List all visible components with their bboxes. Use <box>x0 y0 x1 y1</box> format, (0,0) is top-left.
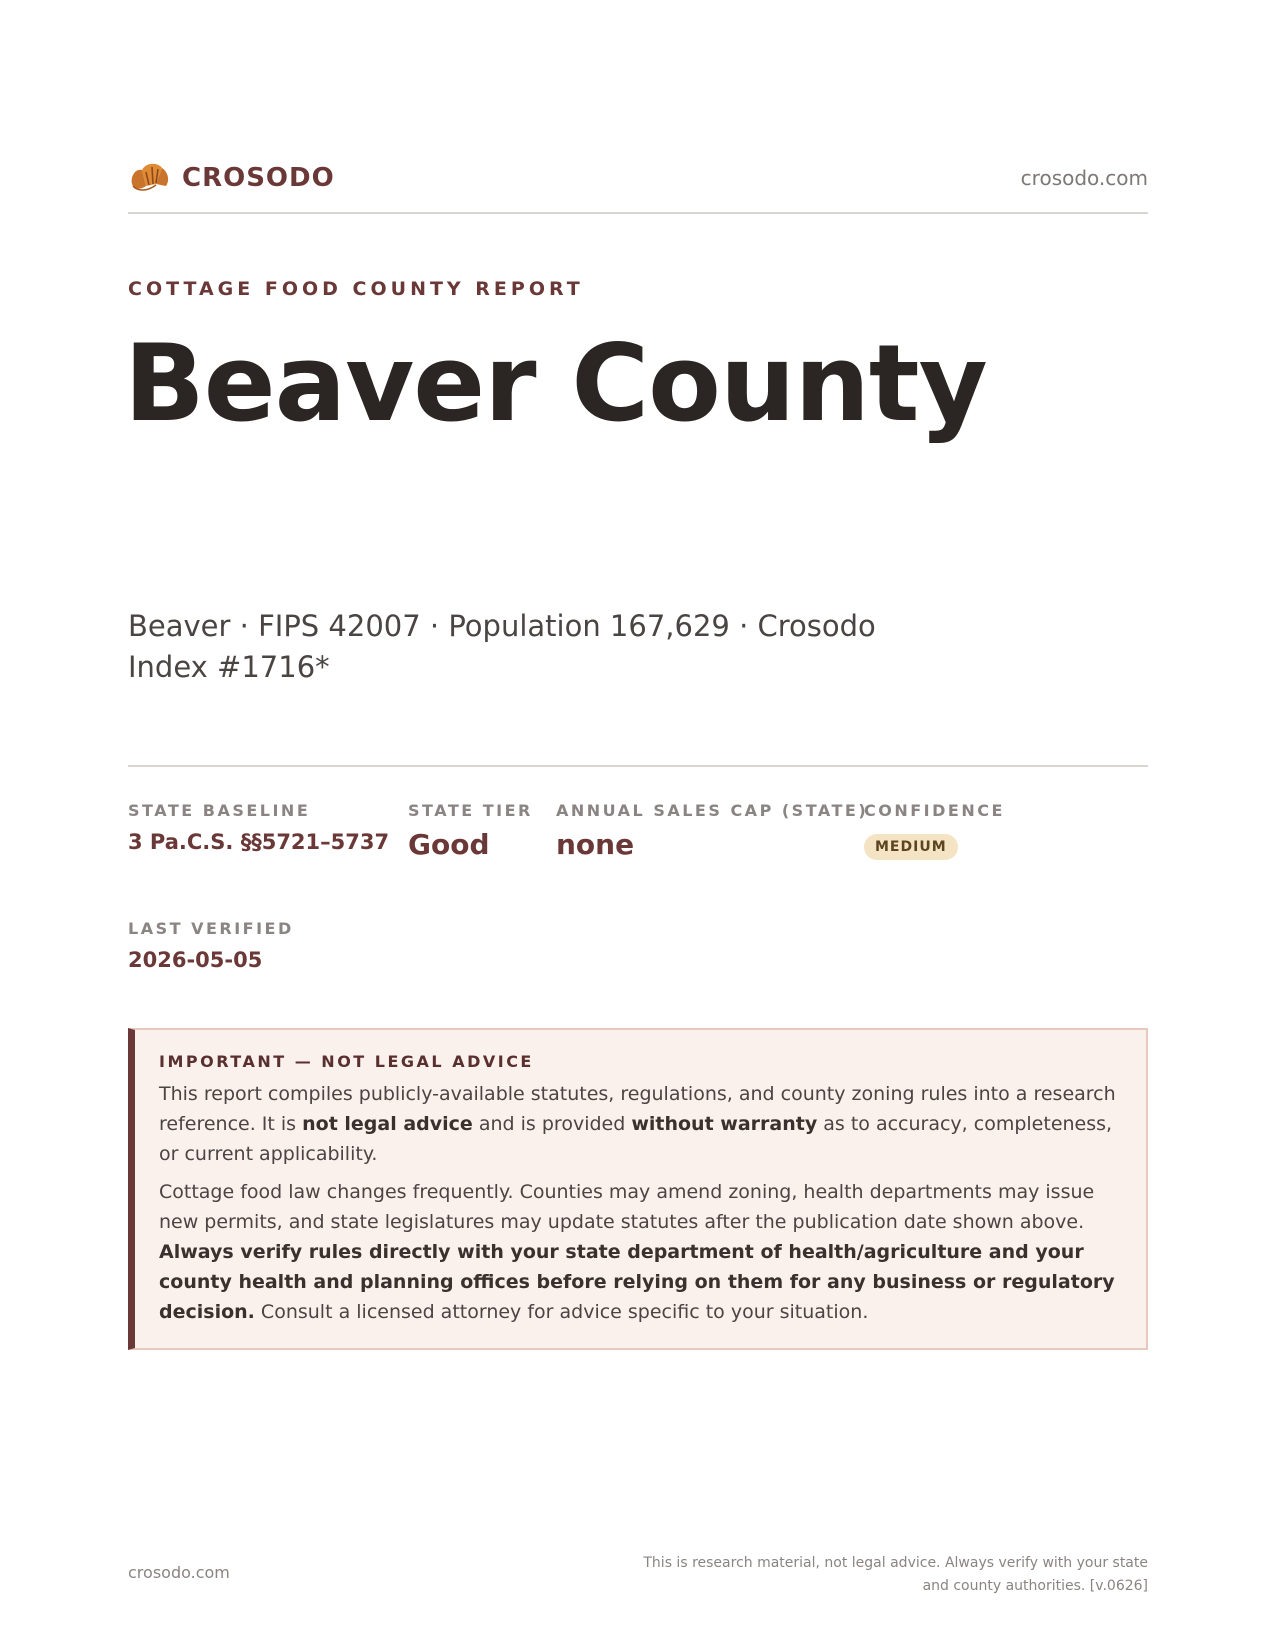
stat-value: 2026-05-05 <box>128 948 263 972</box>
brand-name: CROSODO <box>182 163 335 193</box>
notice-paragraph <box>159 1177 1122 1327</box>
brand <box>128 158 335 198</box>
stat-label: ANNUAL SALES CAP (STATE) <box>556 801 869 820</box>
footer-disclaimer: This is research material, not legal advice. Always verify with your state and county authorities. [v.0626] <box>643 1555 1148 1594</box>
notice-text: This report compiles publicly-available statutes, regulations, and county zoning rules into a research reference. It is <box>159 1083 1116 1135</box>
stat-value: 3 Pa.C.S. §§5721–5737 <box>128 830 390 854</box>
notice-text: Cottage food law changes frequently. Counties may amend zoning, health departments may issue new permits, and state legislatures may update statutes after the publication date shown above. <box>159 1181 1095 1233</box>
notice-text: as to accuracy, completeness, or current applicability. <box>159 1113 1113 1165</box>
stat-state-tier <box>408 801 533 861</box>
stat-value: Good <box>408 828 490 861</box>
stat-value: none <box>556 828 635 861</box>
page-header <box>128 156 1148 214</box>
report-eyebrow: COTTAGE FOOD COUNTY REPORT <box>128 278 584 300</box>
stat-label: STATE TIER <box>408 801 533 820</box>
legal-notice <box>128 1028 1148 1350</box>
stat-confidence <box>864 801 1005 860</box>
notice-text: Consult a licensed attorney for advice specific to your situation. <box>254 1301 869 1323</box>
stat-label: STATE BASELINE <box>128 801 311 820</box>
stat-state-baseline <box>128 801 389 854</box>
footer-site-url[interactable]: crosodo.com <box>128 1563 230 1582</box>
stat-annual-sales-cap <box>556 801 868 861</box>
stat-last-verified <box>128 919 294 972</box>
divider <box>128 765 1148 767</box>
stat-label: LAST VERIFIED <box>128 919 294 938</box>
confidence-badge: MEDIUM <box>864 834 958 860</box>
notice-text: and is provided <box>472 1113 632 1135</box>
notice-paragraph <box>159 1079 1122 1169</box>
report-subtitle: Beaver · FIPS 42007 · Population 167,629 · Crosodo Index #1716* <box>128 609 876 684</box>
report-page <box>124 0 1148 1650</box>
croissant-icon <box>128 158 172 198</box>
notice-title: IMPORTANT — NOT LEGAL ADVICE <box>159 1052 534 1071</box>
notice-emphasis: without warranty <box>631 1113 818 1135</box>
notice-emphasis: not legal advice <box>302 1113 473 1135</box>
header-site-url[interactable]: crosodo.com <box>1020 166 1148 190</box>
page-title: Beaver County <box>124 322 987 445</box>
notice-emphasis: Always verify rules directly with your state department of health/agriculture and your county health and planning offices before relying on them for any business or regulatory decision. <box>159 1241 1115 1323</box>
stat-label: CONFIDENCE <box>864 801 1005 820</box>
